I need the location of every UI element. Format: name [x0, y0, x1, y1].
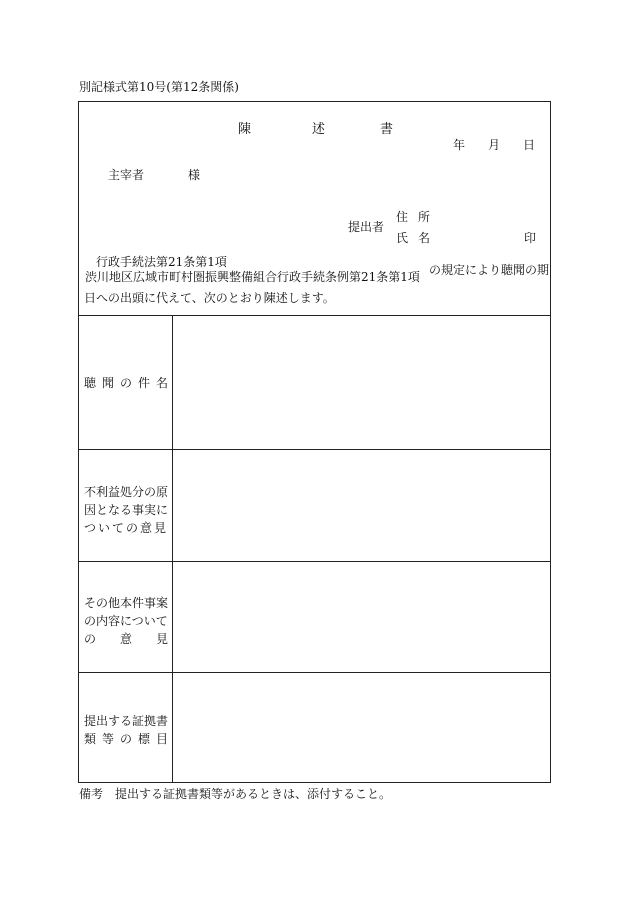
label-char: 聴 — [84, 376, 97, 390]
field-other-opinion[interactable] — [173, 562, 550, 672]
law-reference-2: 渋川地区広域市町村圏振興整備組合行政手続条例第21条第1項 — [85, 270, 420, 284]
label-char: 等 — [101, 732, 114, 746]
addressee-suffix: 様 — [188, 168, 201, 182]
label-line: ついての意見 — [84, 521, 169, 535]
form-number-label: 別記様式第10号(第12条関係) — [79, 80, 239, 94]
label-line — [84, 374, 168, 392]
label-char: 目 — [155, 732, 168, 746]
label-line: 因となる事実に — [84, 503, 169, 517]
footnote: 備考 提出する証拠書類等があるときは、添付すること。 — [79, 787, 392, 801]
statement-line-2: 日への出頭に代えて、次のとおり陳述します。 — [84, 291, 335, 305]
field-hearing-subject[interactable] — [173, 316, 550, 449]
label-char: 標 — [137, 732, 150, 746]
label-char: 類 — [84, 732, 97, 746]
field-evidence-list[interactable] — [173, 673, 550, 782]
row-label-evidence-list — [84, 712, 168, 748]
label-line: の内容について — [84, 614, 168, 628]
law-reference-1: 行政手続法第21条第1項 — [96, 255, 227, 269]
label-line — [84, 730, 168, 748]
date-year: 年 — [453, 138, 466, 152]
label-char: の — [119, 732, 132, 746]
submitter-label: 提出者 — [348, 220, 385, 234]
label-line: 提出する証拠書 — [84, 714, 169, 728]
label-char: 名 — [155, 376, 168, 390]
seal-mark: 印 — [524, 231, 537, 245]
statement-suffix: の規定により聴聞の期 — [429, 263, 550, 277]
field-opinion-on-facts[interactable] — [173, 450, 550, 561]
title-char-1: 陳 — [238, 122, 252, 137]
label-char: 意 — [119, 632, 132, 646]
label-line: その他本件事案 — [84, 596, 169, 610]
label-line — [84, 630, 168, 648]
label-char: の — [119, 376, 132, 390]
name-label-b: 名 — [418, 231, 431, 245]
date-day: 日 — [523, 138, 536, 152]
label-line: 不利益処分の原 — [84, 485, 169, 499]
title-char-3: 書 — [380, 122, 394, 137]
addressee-role: 主宰者 — [108, 168, 145, 182]
row-label-hearing-subject — [84, 374, 168, 392]
label-char: 見 — [155, 632, 168, 646]
address-label-a: 住 — [396, 210, 409, 224]
label-char: の — [84, 632, 97, 646]
label-char: 件 — [137, 376, 150, 390]
name-label-a: 氏 — [396, 231, 409, 245]
label-char: 聞 — [101, 376, 114, 390]
date-month: 月 — [488, 138, 501, 152]
row-label-other-opinion — [84, 594, 168, 648]
address-label-b: 所 — [418, 210, 431, 224]
title-char-2: 述 — [312, 122, 326, 137]
row-label-opinion-on-facts — [84, 483, 168, 537]
